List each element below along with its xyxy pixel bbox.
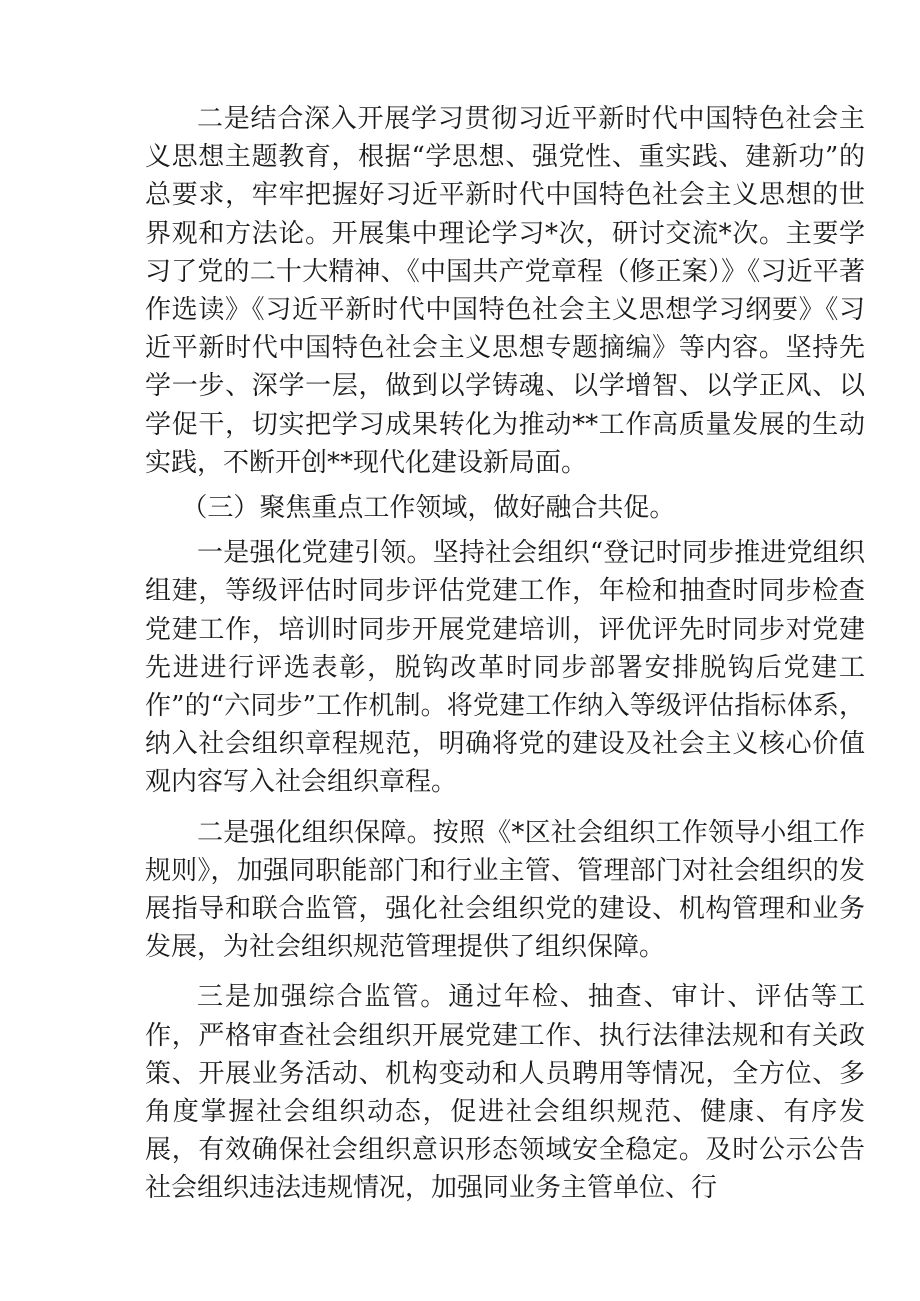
section-heading-focus-key-work: （三）聚焦重点工作领域，做好融合共促。	[181, 493, 676, 524]
paragraph-organizational-guarantee: 二是强化组织保障。按照《*区社会组织工作领导小组工作规则》，加强同职能部门和行业主管、管理部门对社会组织的发展指导和联合监管，强化社会组织党的建设、机构管理和业务发展，为社会组织规范管理提供了组织保障。	[145, 817, 865, 963]
document-body	[145, 100, 865, 1208]
paragraph-theme-education: 二是结合深入开展学习贯彻习近平新时代中国特色社会主义思想主题教育，根据“学思想、强党性、重实践、建新功”的总要求，牢牢把握好习近平新时代中国特色社会主义思想的世界观和方法论。开展集中理论学习*次，研讨交流*次。主要学习了党的二十大精神、《中国共产党章程（修正案）》《习近平著作选读》《习近平新时代中国特色社会主义思想学习纲要》《习近平新时代中国特色社会主义思想专题摘编》等内容。坚持先学一步、深学一层，做到以学铸魂、以学增智、以学正风、以学促干，切实把学习成果转化为推动**工作高质量发展的生动实践，不断开创**现代化建设新局面。	[145, 104, 865, 478]
paragraph-party-building-leadership: 一是强化党建引领。坚持社会组织“登记时同步推进党组织组建，等级评估时同步评估党建工作，年检和抽查时同步检查党建工作，培训时同步开展党建培训，评优评先时同步对党建先进进行评选表彰，脱钩改革时同步部署安排脱钩后党建工作”的“六同步”工作机制。将党建工作纳入等级评估指标体系，纳入社会组织章程规范，明确将党的建设及社会主义核心价值观内容写入社会组织章程。	[145, 538, 865, 798]
paragraph-comprehensive-supervision: 三是加强综合监管。通过年检、抽查、审计、评估等工作，严格审查社会组织开展党建工作、执行法律法规和有关政策、开展业务活动、机构变动和人员聘用等情况，全方位、多角度掌握社会组织动态，促进社会组织规范、健康、有序发展，有效确保社会组织意识形态领域安全稳定。及时公示公告社会组织违法违规情况，加强同业务主管单位、行	[145, 982, 865, 1204]
